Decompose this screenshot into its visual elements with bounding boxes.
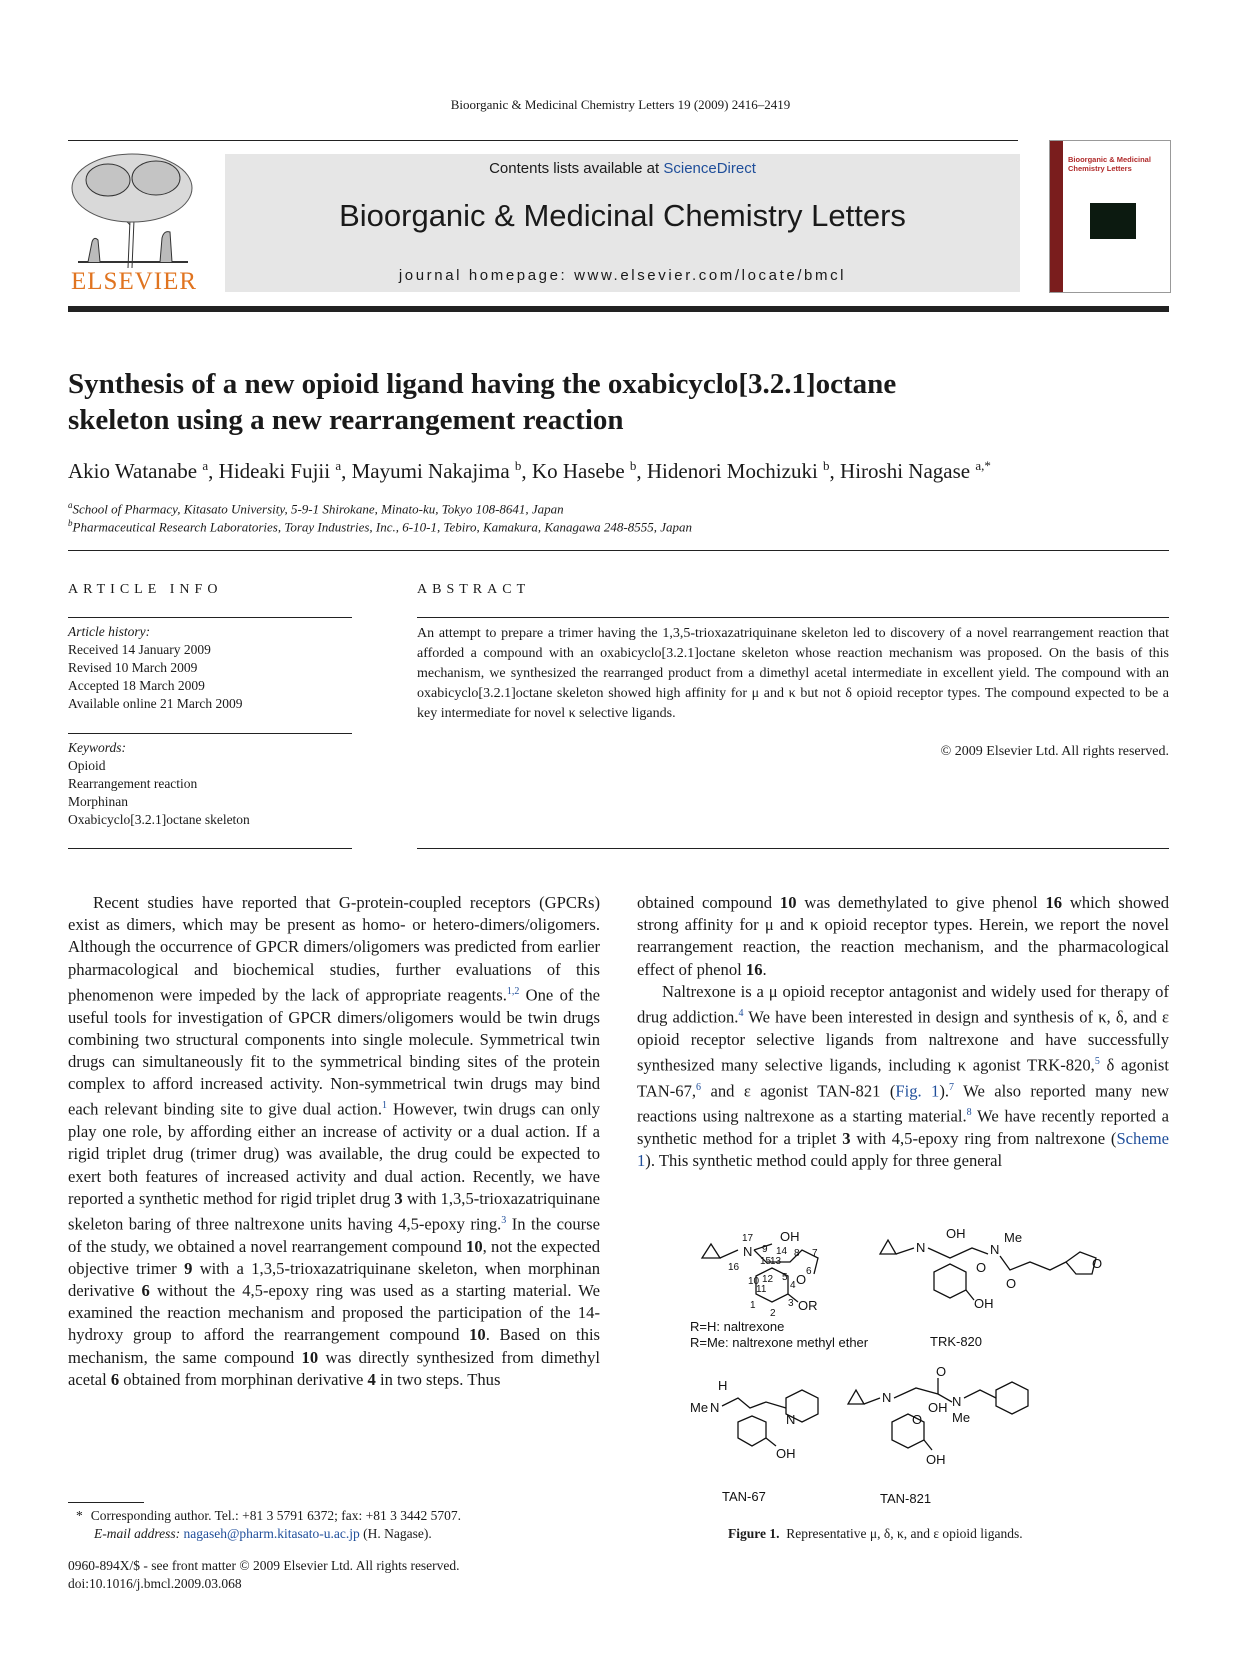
issn-line: 0960-894X/$ - see front matter © 2009 Elsevier Ltd. All rights reserved. [68,1558,460,1573]
svg-text:O: O [912,1412,923,1427]
email-link[interactable]: nagaseh@pharm.kitasato-u.ac.jp [183,1526,360,1541]
keyword: Rearrangement reaction [68,776,198,791]
journal-cover-thumbnail: Bioorganic & Medicinal Chemistry Letters [1049,140,1171,293]
tan-821-structure [848,1364,1028,1506]
divider [68,848,352,849]
svg-text:O: O [936,1364,947,1379]
svg-text:N: N [990,1242,1000,1257]
author: Hideaki Fujii $^a$ [218,458,342,483]
affiliation-a: $^a$School of Pharmacy, Kitasato University, 5-9-1 Shirokane, Minato-ku, Tokyo 108-8641, Japan [68,500,564,517]
svg-text:N: N [743,1244,753,1259]
svg-text:OR: OR [798,1298,818,1313]
svg-text:13: 13 [770,1256,782,1267]
svg-text:O: O [796,1272,807,1287]
author: Akio Watanabe $^a$ [68,458,209,483]
svg-text:O: O [1092,1256,1103,1271]
figure-1-structures [690,1228,1120,1513]
citation[interactable]: 1,2 [506,985,520,997]
svg-text:12: 12 [762,1274,774,1285]
citation[interactable]: 3 [501,1214,507,1226]
corresponding-author-note: * Corresponding author. Tel.: +81 3 5791 6372; fax: +81 3 3442 5707. [76,1508,462,1523]
svg-text:TRK-820: TRK-820 [930,1334,983,1349]
citation[interactable]: 4 [738,1008,744,1020]
journal-banner [225,154,1020,292]
svg-text:H: H [718,1378,728,1393]
body-left-column [68,892,600,1391]
svg-text:1: 1 [750,1300,756,1311]
svg-text:TAN-821: TAN-821 [880,1491,932,1506]
author: Hiroshi Nagase $^{a,*}$ [840,458,991,483]
doi-line[interactable]: doi:10.1016/j.bmcl.2009.03.068 [68,1576,242,1591]
svg-text:7: 7 [812,1248,818,1259]
running-head: Bioorganic & Medicinal Chemistry Letters 19 (2009) 2416–2419 [450,97,791,112]
article-info-heading: ARTICLE INFO [68,582,223,597]
author-list: Akio Watanabe $^a$, Hideaki Fujii $^a$, Mayumi Nakajima $^b$, Ko Hasebe $^b$, Hidenori Mochizuki $^b$, Hiroshi Nagase $^{a,*}$ [68,458,991,483]
svg-text:6: 6 [806,1266,812,1277]
abstract-copyright: © 2009 Elsevier Ltd. All rights reserved. [940,744,1169,759]
svg-text:OH: OH [776,1446,796,1461]
svg-text:N: N [916,1240,926,1255]
svg-text:R=Me: naltrexone methyl ether: R=Me: naltrexone methyl ether [690,1335,869,1350]
svg-text:TAN-67: TAN-67 [722,1489,766,1504]
keyword: Oxabicyclo[3.2.1]octane skeleton [68,812,250,827]
svg-text:14: 14 [776,1246,788,1257]
article-title: Synthesis of a new opioid ligand having the oxabicyclo[3.2.1]octane skeleton using a new rearrangement reaction [68,368,897,436]
citation[interactable]: 6 [696,1081,702,1093]
keyword: Morphinan [68,794,128,809]
svg-text:10: 10 [748,1276,760,1287]
header-rule [68,140,1018,141]
svg-text:Me: Me [952,1410,971,1425]
author: Mayumi Nakajima $^b$ [351,458,522,483]
author: Ko Hasebe $^b$ [531,458,637,483]
divider [417,848,1169,849]
svg-text:R=H: naltrexone: R=H: naltrexone [690,1319,785,1334]
svg-text:Me: Me [1004,1230,1023,1245]
journal-homepage[interactable]: journal homepage: www.elsevier.com/locate/bmcl [398,267,847,284]
article-history: Article history: Received 14 January 2009 Revised 10 March 2009 Accepted 18 March 2009 Available online 21 March 2009 [68,624,243,711]
svg-text:9: 9 [762,1244,768,1255]
paragraph: Naltrexone is a μ opioid receptor antagonist and widely used for therapy of drug addiction.$^4$ We have been interested in design and synthesis of κ, δ, and ε opioid receptor selective ligands from naltrexone and have successfully synthesized many selective ligands, including κ agonist TRK-820,$^5$ δ agonist TAN-67,$^6$ and ε agonist TAN-821 (Fig. 1).$^7$ We also reported many new reactions using naltrexone as a starting material.$^8$ We have recently reported a synthetic method for a triplet 3 with 4,5-epoxy ring from naltrexone (Scheme 1). This synthetic method could apply for three general [637,981,1169,1171]
svg-text:O: O [976,1260,987,1275]
sciencedirect-link[interactable]: ScienceDirect [663,160,756,177]
contents-available: Contents lists available at ScienceDirect [489,160,756,177]
keywords: Keywords: Opioid Rearrangement reaction Morphinan Oxabicyclo[3.2.1]octane skeleton [68,740,250,827]
svg-text:O: O [1006,1276,1017,1291]
citation[interactable]: 5 [1094,1055,1100,1067]
scheme-link[interactable]: Scheme 1 [637,1129,1169,1171]
footnote-rule [68,1502,144,1503]
svg-text:OH: OH [926,1452,946,1467]
elsevier-tree-logo [68,150,198,268]
naltrexone-structure [690,1229,869,1350]
svg-text:15: 15 [760,1256,772,1267]
svg-text:OH: OH [928,1400,948,1415]
paragraph: obtained compound 10 was demethylated to give phenol 16 which showed strong affinity for μ and κ opioid receptor types. Herein, we report the novel rearrangement reaction, the reaction mechanism, and the pharmacological effect of phenol 16. [637,893,1169,979]
trk-820-structure [880,1228,1102,1349]
journal-title: Bioorganic & Medicinal Chemistry Letters [339,198,906,233]
citation[interactable]: 8 [966,1107,972,1119]
svg-text:3: 3 [788,1298,794,1309]
svg-text:N: N [882,1390,892,1405]
tan-67-structure [690,1378,818,1504]
svg-text:OH: OH [946,1228,966,1241]
keyword: Opioid [68,758,106,773]
svg-text:8: 8 [794,1248,800,1259]
citation[interactable]: 1 [382,1100,388,1112]
svg-text:4: 4 [790,1280,796,1291]
email-note: E-mail address: nagaseh@pharm.kitasato-u.ac.jp (H. Nagase). [94,1526,432,1541]
svg-text:5: 5 [782,1272,788,1283]
paragraph: Recent studies have reported that G-protein-coupled receptors (GPCRs) exist as dimers, which may be present as homo- or hetero-dimers/oligomers. Although the occurrence of GPCR dimers/oligomers was predicted from earlier pharmacological and biochemical studies, further evaluations of this phenomenon were impeded by the lack of appropriate reagents.$^{1,2}$ One of the useful tools for investigation of GPCR dimers/oligomers would be twin drugs combining two structural components into single molecule. Symmetrical twin drugs can simultaneously fit to the symmetrical binding sites of the protein complex to afford increased activity. Non-symmetrical twin drugs may bind each relevant binding site to give dual action.$^1$ However, twin drugs can only play one role, by affording either an increase of activity or a dual action. If a rigid triplet drug (trimer drug) was available, the drug could be expected to exert both features of increased activity and dual action. Recently, we have reported a synthetic method for rigid triplet drug 3 with 1,3,5-trioxazatriquinane skeleton baring of three naltrexone units having 4,5-epoxy ring.$^3$ In the course of the study, we obtained a novel rearrangement compound 10, not the expected objective trimer 9 with a 1,3,5-trioxazatriquinane skeleton, when morphinan derivative 6 without the 4,5-epoxy ring was used as a starting material. We examined the reaction mechanism and proposed the participation of the 14-hydroxy group to afford the rearrangement compound 10. Based on this mechanism, the same compound 10 was directly synthesized from dimethyl acetal 6 obtained from morphinan derivative 4 in two steps. Thus [68,893,601,1389]
divider [68,617,352,618]
elsevier-logo-text: ELSEVIER [71,268,198,295]
divider [68,550,1169,551]
figure-caption: Figure 1. Representative μ, δ, κ, and ε opioid ligands. [728,1526,1023,1541]
masthead-thick-rule [68,306,1169,312]
svg-text:OH: OH [780,1229,800,1244]
svg-text:2: 2 [770,1308,776,1319]
svg-text:OH: OH [974,1296,994,1311]
svg-text:11: 11 [756,1284,767,1295]
citation[interactable]: 7 [949,1081,955,1093]
divider [417,617,1169,618]
author: Hidenori Mochizuki $^b$ [646,458,830,483]
svg-text:N: N [786,1412,796,1427]
svg-text:17: 17 [742,1233,754,1244]
affiliation-b: $^b$Pharmaceutical Research Laboratories, Toray Industries, Inc., 6-10-1, Tebiro, Kamakura, Kanagawa 248-8555, Japan [68,518,693,535]
svg-text:Me: Me [690,1400,709,1415]
abstract-heading: ABSTRACT [417,582,531,597]
svg-text:N: N [952,1394,962,1409]
body-right-column [637,892,1169,1173]
svg-text:16: 16 [728,1262,740,1273]
svg-text:N: N [710,1400,720,1415]
figure-link[interactable]: Fig. 1 [895,1081,940,1101]
divider [68,733,352,734]
abstract-text: An attempt to prepare a trimer having the 1,3,5-trioxazatriquinane skeleton led to discovery of a novel rearrangement reaction that afforded a compound with an oxabicyclo[3.2.1]octane skeleton whose reaction mechanism was proposed. On the basis of this mechanism, we synthesized the rearranged product from a dimethyl acetal intermediate in excellent yield. The compound with an oxabicyclo[3.2.1]octane skeleton showed high affinity for μ and κ but not δ opioid receptor types. The compound expected to be a key intermediate for novel κ selective ligands. [417,626,1169,721]
